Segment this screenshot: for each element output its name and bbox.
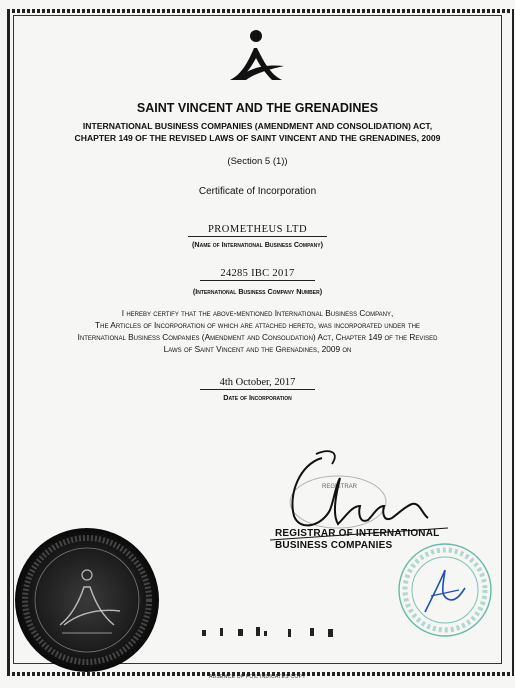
coat-of-arms-emblem-icon [226, 28, 286, 84]
company-name: PROMETHEUS LTD [188, 224, 327, 237]
incorporation-date: 4th October, 2017 [200, 377, 316, 390]
registrar-title-line1: REGISTRAR OF INTERNATIONAL [275, 528, 440, 539]
certification-line-1: I hereby certify that the above-mentioned International Business Company, [121, 308, 394, 318]
certificate-title: Certificate of Incorporation [198, 186, 317, 197]
incorporation-date-wrap [0, 377, 515, 390]
company-name-wrap [0, 224, 515, 237]
foil-marks [200, 624, 340, 640]
certification-line-4: Laws of Saint Vincent and the Grenadines, 2009 on [163, 344, 352, 354]
registrar-title-line2: BUSINESS COMPANIES [275, 540, 393, 551]
company-number-caption: (International Business Company Number) [192, 287, 323, 296]
section-reference: (Section 5 (1)) [227, 156, 288, 167]
company-name-caption: (Name of International Business Company) [192, 240, 323, 249]
country-heading: SAINT VINCENT AND THE GRENADINES [136, 101, 379, 115]
notary-stamp [395, 540, 495, 640]
foil-notice: ABSENCE OF FOIL INDICATES COPY [209, 674, 306, 680]
act-title-line1: INTERNATIONAL BUSINESS COMPANIES (AMENDMENT AND CONSOLIDATION) ACT, [82, 121, 433, 131]
incorporation-date-caption: Date of Incorporation [223, 393, 292, 402]
act-title-line2: CHAPTER 149 OF THE REVISED LAWS OF SAINT VINCENT AND THE GRENADINES, 2009 [74, 133, 441, 143]
certification-line-3: International Business Companies (Amendment and Consolidation) Act, Chapter 149 of the Revised [77, 332, 438, 342]
registrar-stamp-text: REGISTRAR [322, 484, 358, 490]
embossed-seal [12, 525, 162, 675]
certification-line-2: The Articles of Incorporation of which are attached hereto, was incorporated under the [95, 320, 420, 330]
company-number: 24285 IBC 2017 [200, 268, 314, 281]
company-number-wrap [0, 268, 515, 281]
